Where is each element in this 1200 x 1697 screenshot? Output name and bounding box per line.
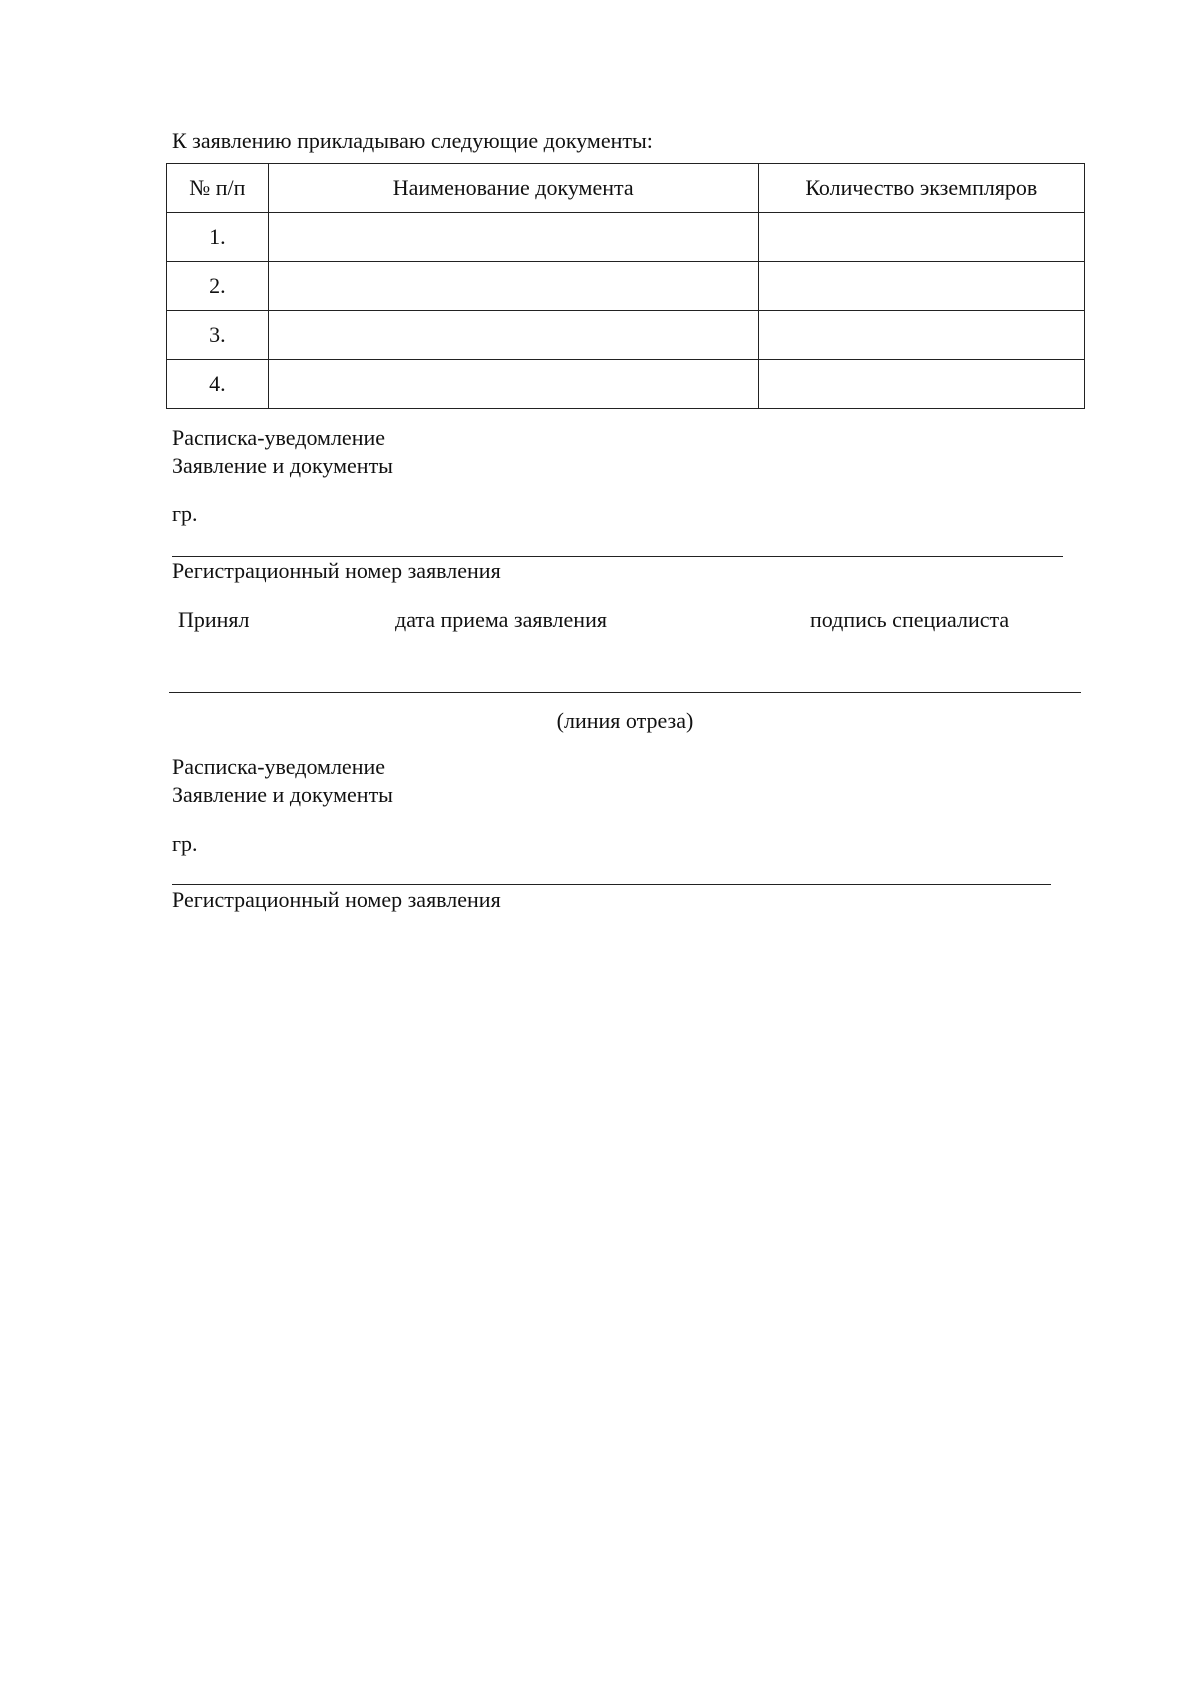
- row-document-name[interactable]: [268, 360, 758, 409]
- table-row: [167, 311, 1085, 360]
- row-number: 2.: [167, 262, 269, 311]
- row-document-name[interactable]: [268, 213, 758, 262]
- row-copies-count[interactable]: [758, 360, 1084, 409]
- cut-line: [169, 692, 1081, 693]
- table-row: [167, 213, 1085, 262]
- row-document-name[interactable]: [268, 311, 758, 360]
- intro-text: К заявлению прикладываю следующие документы:: [172, 128, 653, 153]
- header-copies-count: Количество экземпляров: [758, 164, 1084, 213]
- specialist-signature-label: подпись специалиста: [810, 607, 1010, 632]
- row-copies-count[interactable]: [758, 311, 1084, 360]
- table-header-row: [167, 164, 1085, 213]
- registration-number-label: Регистрационный номер заявления: [172, 887, 501, 912]
- cut-line-label: (линия отреза): [556, 708, 694, 733]
- receipt-title: Расписка-уведомление: [172, 425, 386, 450]
- table-row: [167, 360, 1085, 409]
- citizen-name-line: [172, 884, 1051, 885]
- registration-number-label: Регистрационный номер заявления: [172, 558, 501, 583]
- citizen-label: гр.: [172, 831, 198, 856]
- row-copies-count[interactable]: [758, 262, 1084, 311]
- accepted-label: Принял: [178, 607, 250, 632]
- citizen-label: гр.: [172, 501, 198, 526]
- receipt-subtitle: Заявление и документы: [172, 453, 393, 478]
- row-document-name[interactable]: [268, 262, 758, 311]
- citizen-name-line: [172, 556, 1063, 557]
- row-number: 1.: [167, 213, 269, 262]
- row-number: 4.: [167, 360, 269, 409]
- row-copies-count[interactable]: [758, 213, 1084, 262]
- row-number: 3.: [167, 311, 269, 360]
- header-document-name: Наименование документа: [268, 164, 758, 213]
- receipt-title: Расписка-уведомление: [172, 754, 386, 779]
- receipt-subtitle: Заявление и документы: [172, 782, 393, 807]
- table-row: [167, 262, 1085, 311]
- header-number: № п/п: [167, 164, 269, 213]
- documents-table: [166, 163, 1085, 409]
- acceptance-date-label: дата приема заявления: [395, 607, 607, 632]
